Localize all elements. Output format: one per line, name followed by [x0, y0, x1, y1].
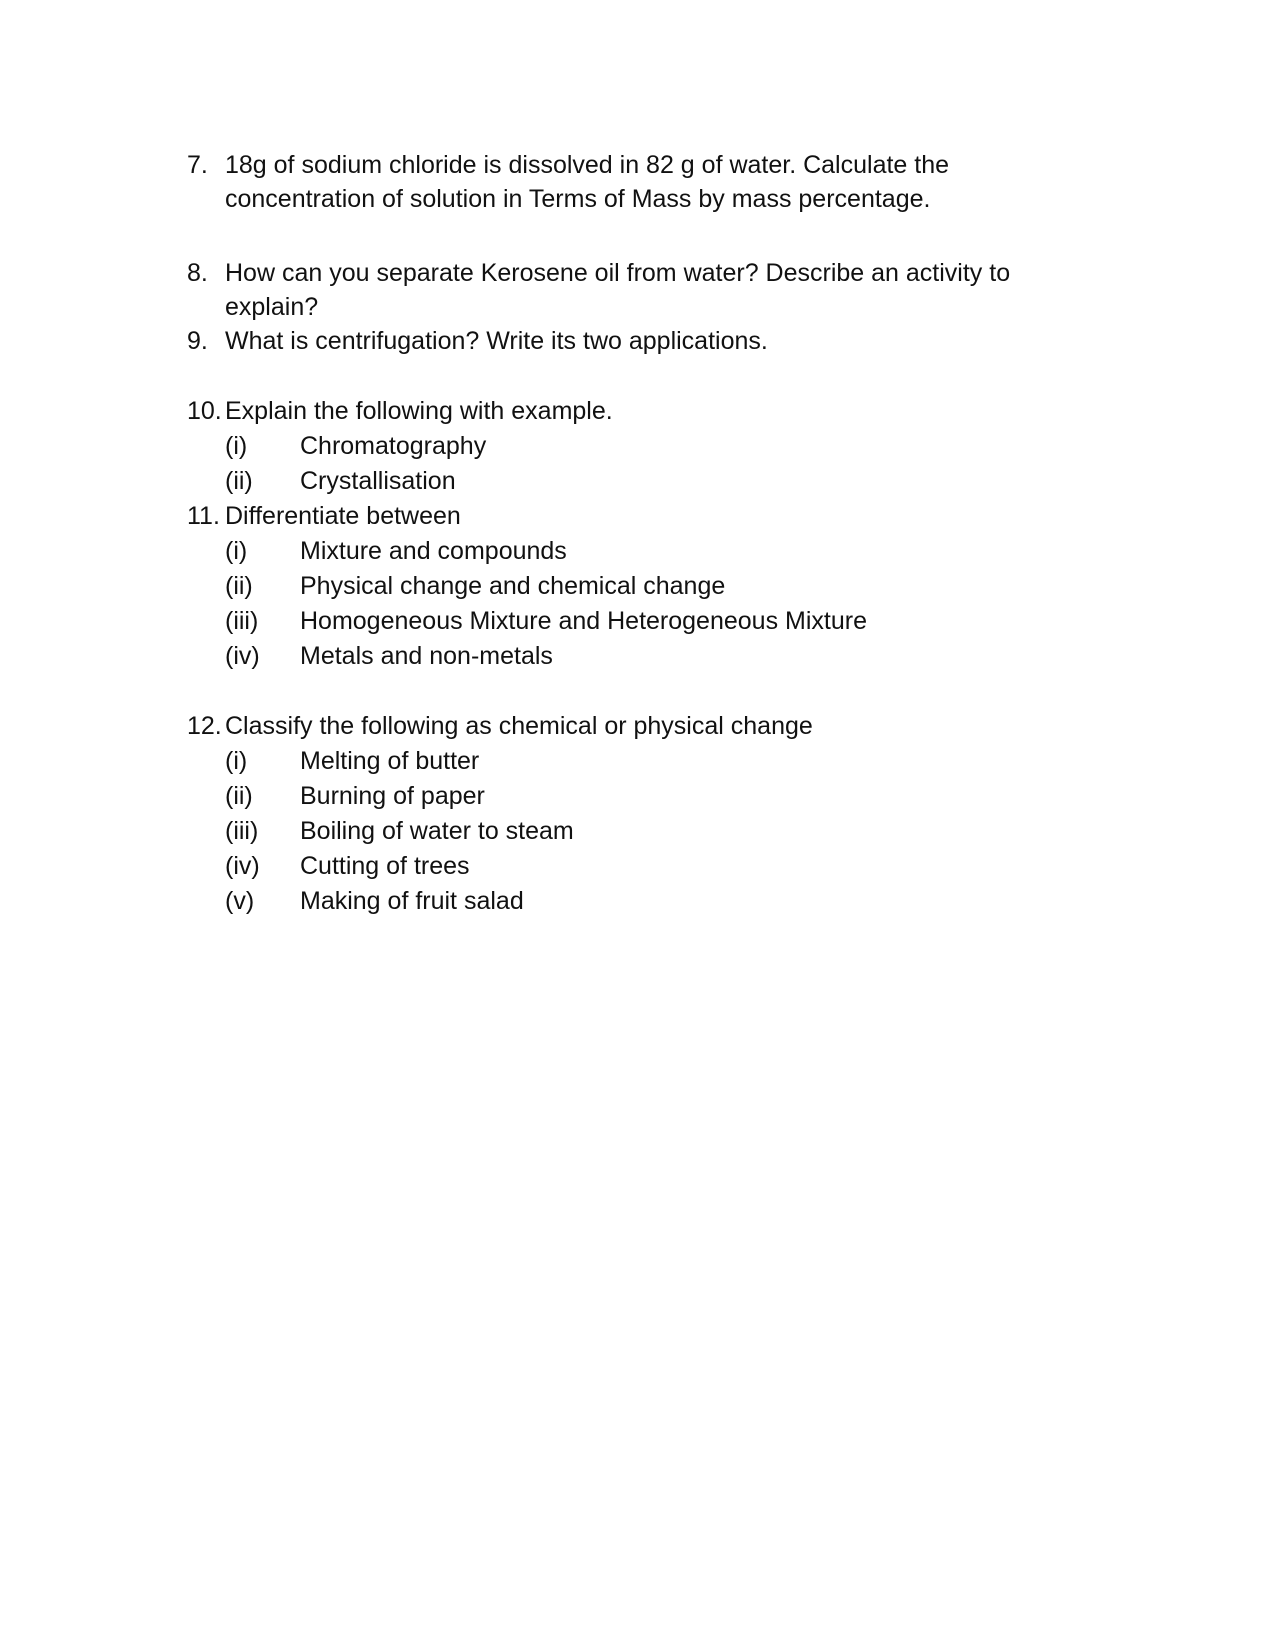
question-number: 11.: [187, 502, 220, 530]
sub-item-text: Melting of butter: [300, 747, 480, 775]
sub-item-text: Chromatography: [300, 432, 487, 460]
question-number: 8.: [187, 259, 208, 287]
sub-item-text: Homogeneous Mixture and Heterogeneous Mixture: [300, 607, 867, 635]
sub-item-text: Mixture and compounds: [300, 537, 567, 565]
sub-item-text: Making of fruit salad: [300, 887, 524, 915]
sub-item-label: (ii): [225, 782, 253, 810]
sub-item-label: (i): [225, 537, 248, 565]
question-text-line: 18g of sodium chloride is dissolved in 82 g of water. Calculate the: [225, 151, 950, 179]
sub-item-label: (ii): [225, 467, 253, 495]
sub-item-label: (iv): [225, 852, 260, 880]
sub-item-label: (i): [225, 432, 248, 460]
question-number: 12.: [187, 712, 222, 740]
sub-item-text: Crystallisation: [300, 467, 456, 495]
question-number: 7.: [187, 151, 208, 179]
sub-item-label: (i): [225, 747, 248, 775]
sub-item-label: (iii): [225, 817, 259, 845]
question-text-line: Explain the following with example.: [225, 397, 613, 425]
question-text-line: Differentiate between: [225, 502, 461, 530]
question-text-line: Classify the following as chemical or physical change: [225, 712, 813, 740]
question-number: 9.: [187, 327, 208, 355]
question-text-line: How can you separate Kerosene oil from water? Describe an activity to: [225, 259, 1011, 287]
sub-item-label: (ii): [225, 572, 253, 600]
sub-item-text: Boiling of water to steam: [300, 817, 574, 845]
sub-item-text: Physical change and chemical change: [300, 572, 726, 600]
sub-item-label: (iv): [225, 642, 260, 670]
sub-item-text: Cutting of trees: [300, 852, 470, 880]
question-text-line: What is centrifugation? Write its two applications.: [225, 327, 768, 355]
question-text-line: concentration of solution in Terms of Mass by mass percentage.: [225, 185, 931, 213]
sub-item-text: Metals and non-metals: [300, 642, 553, 670]
sub-item-label: (iii): [225, 607, 259, 635]
question-number: 10.: [187, 397, 222, 425]
sub-item-label: (v): [225, 887, 255, 915]
sub-item-text: Burning of paper: [300, 782, 485, 810]
question-text-line: explain?: [225, 293, 319, 321]
